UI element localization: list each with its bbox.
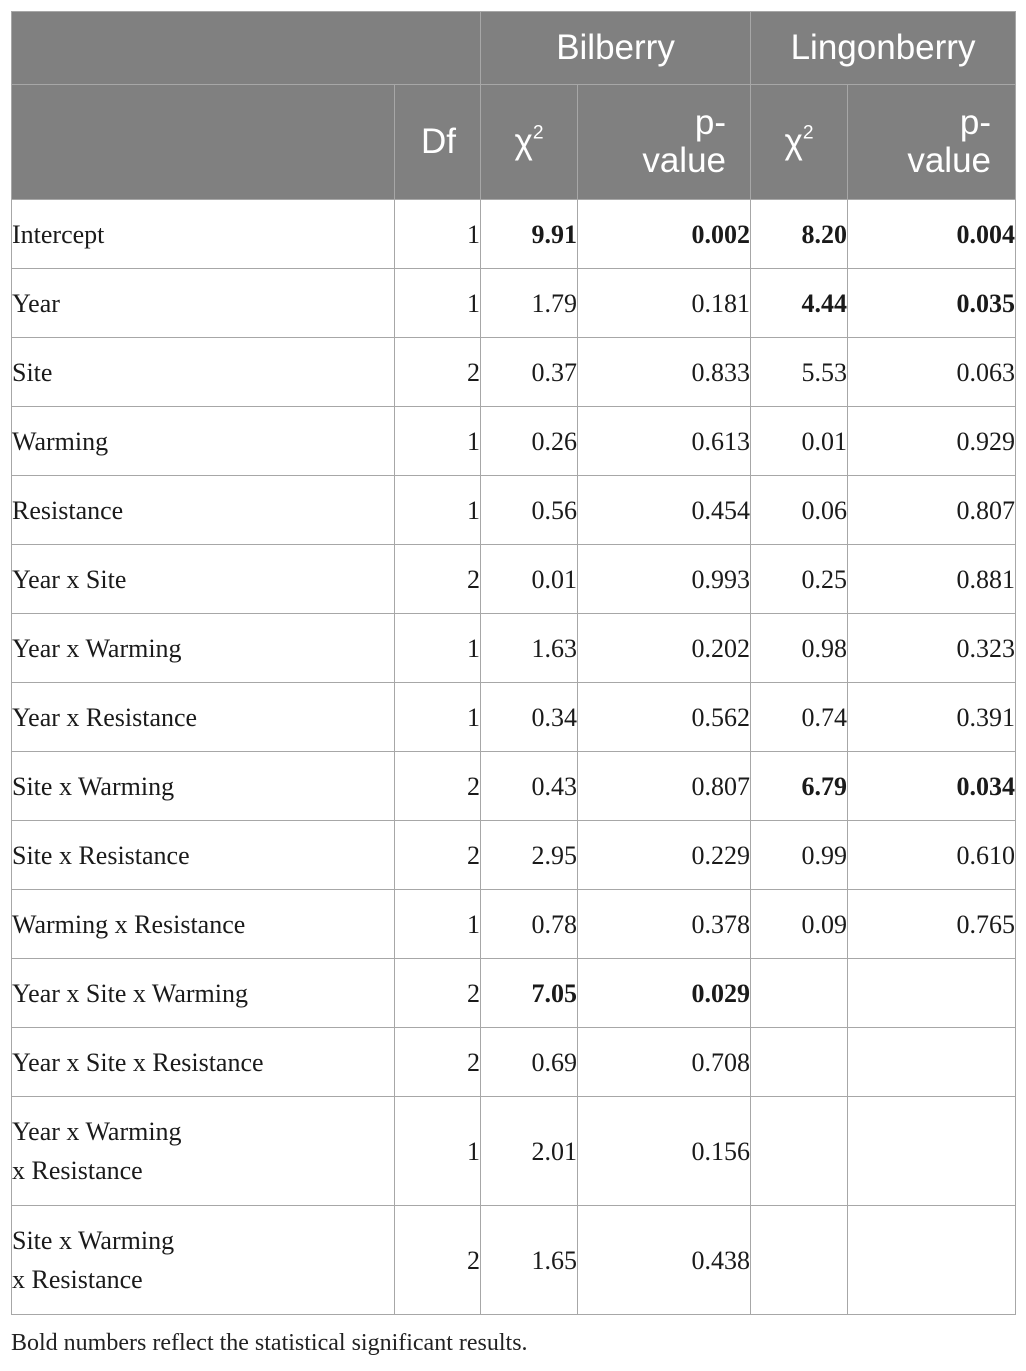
lingonberry-chi-cell: 0.74: [751, 683, 848, 752]
table-row: [12, 269, 1016, 338]
table-row: [12, 890, 1016, 959]
df-cell: 1: [395, 1097, 481, 1206]
lingonberry-p-cell: [848, 1028, 1016, 1097]
bilberry-chi-cell: 0.69: [481, 1028, 578, 1097]
df-cell: 1: [395, 200, 481, 269]
table-row: [12, 1028, 1016, 1097]
bilberry-chi-cell: 0.01: [481, 545, 578, 614]
bilberry-chi-cell: 0.56: [481, 476, 578, 545]
bilberry-chi-cell: 1.79: [481, 269, 578, 338]
lingonberry-chi-cell: [751, 1097, 848, 1206]
lingonberry-chi-cell: 5.53: [751, 338, 848, 407]
chi-superscript: 2: [532, 122, 544, 144]
bilberry-chi-cell: 1.65: [481, 1206, 578, 1315]
bilberry-p-cell: 0.378: [578, 890, 751, 959]
lingonberry-p-cell: 0.323: [848, 614, 1016, 683]
bilberry-chi-cell: 0.43: [481, 752, 578, 821]
term-cell: Site: [12, 338, 395, 407]
bilberry-p-cell: 0.833: [578, 338, 751, 407]
table-row: [12, 959, 1016, 1028]
term-cell: [12, 1097, 395, 1206]
header-lingonberry: Lingonberry: [751, 12, 1016, 85]
bilberry-p-cell: 0.708: [578, 1028, 751, 1097]
lingonberry-chi-cell: 4.44: [751, 269, 848, 338]
header-bilberry-chi: [481, 85, 578, 200]
header-df: Df: [395, 85, 481, 200]
table-row: [12, 752, 1016, 821]
lingonberry-p-cell: 0.004: [848, 200, 1016, 269]
p-line1: p-: [694, 103, 727, 142]
bilberry-p-cell: 0.029: [578, 959, 751, 1028]
lingonberry-p-cell: 0.765: [848, 890, 1016, 959]
bilberry-p-cell: 0.438: [578, 1206, 751, 1315]
bilberry-chi-cell: 2.95: [481, 821, 578, 890]
chi-superscript: 2: [802, 122, 814, 144]
chi-symbol: χ: [514, 122, 533, 161]
lingonberry-chi-cell: 0.01: [751, 407, 848, 476]
df-cell: 2: [395, 1206, 481, 1315]
header-lingonberry-p: [848, 85, 1016, 200]
header-bilberry-p: [578, 85, 751, 200]
bilberry-chi-cell: 9.91: [481, 200, 578, 269]
df-cell: 1: [395, 890, 481, 959]
p-line2: value: [642, 141, 727, 180]
df-cell: 2: [395, 545, 481, 614]
lingonberry-p-cell: 0.035: [848, 269, 1016, 338]
lingonberry-chi-cell: [751, 959, 848, 1028]
lingonberry-chi-cell: 0.06: [751, 476, 848, 545]
table-row: [12, 821, 1016, 890]
lingonberry-p-cell: 0.610: [848, 821, 1016, 890]
header-bilberry: Bilberry: [481, 12, 751, 85]
term-cell: Year x Site x Resistance: [12, 1028, 395, 1097]
table-row: [12, 1097, 1016, 1206]
term-cell: Intercept: [12, 200, 395, 269]
lingonberry-p-cell: 0.063: [848, 338, 1016, 407]
bilberry-p-cell: 0.454: [578, 476, 751, 545]
term-cell: Year x Resistance: [12, 683, 395, 752]
table-row: [12, 683, 1016, 752]
bilberry-chi-cell: 0.34: [481, 683, 578, 752]
p-line1: p-: [959, 103, 992, 142]
bilberry-p-cell: 0.993: [578, 545, 751, 614]
term-line: x Resistance: [12, 1265, 143, 1294]
df-cell: 1: [395, 476, 481, 545]
lingonberry-chi-cell: [751, 1206, 848, 1315]
lingonberry-chi-cell: 0.09: [751, 890, 848, 959]
term-cell: Resistance: [12, 476, 395, 545]
header-group-row: [12, 12, 1016, 85]
bilberry-p-cell: 0.181: [578, 269, 751, 338]
df-cell: 2: [395, 959, 481, 1028]
term-cell: Year x Warming: [12, 614, 395, 683]
term-line: x Resistance: [12, 1156, 143, 1185]
lingonberry-p-cell: 0.881: [848, 545, 1016, 614]
lingonberry-chi-cell: 0.99: [751, 821, 848, 890]
lingonberry-chi-cell: 0.98: [751, 614, 848, 683]
lingonberry-chi-cell: 8.20: [751, 200, 848, 269]
chi-symbol: χ: [784, 122, 803, 161]
df-cell: 2: [395, 1028, 481, 1097]
bilberry-chi-cell: 0.37: [481, 338, 578, 407]
bilberry-p-cell: 0.613: [578, 407, 751, 476]
lingonberry-p-cell: 0.391: [848, 683, 1016, 752]
header-lingonberry-chi: [751, 85, 848, 200]
bilberry-chi-cell: 0.26: [481, 407, 578, 476]
term-cell: Warming: [12, 407, 395, 476]
df-cell: 1: [395, 683, 481, 752]
table-row: [12, 545, 1016, 614]
term-cell: Site x Resistance: [12, 821, 395, 890]
table-row: [12, 407, 1016, 476]
term-line: Site x Warming: [12, 1226, 175, 1255]
term-cell: Year: [12, 269, 395, 338]
term-cell: Year x Site x Warming: [12, 959, 395, 1028]
table-footnote: Bold numbers reflect the statistical significant results.: [11, 1330, 528, 1356]
table-row: [12, 338, 1016, 407]
term-line: Year x Warming: [12, 1117, 182, 1146]
bilberry-p-cell: 0.156: [578, 1097, 751, 1206]
table-row: [12, 614, 1016, 683]
df-cell: 1: [395, 407, 481, 476]
bilberry-chi-cell: 2.01: [481, 1097, 578, 1206]
df-cell: 2: [395, 821, 481, 890]
table-row: [12, 200, 1016, 269]
bilberry-p-cell: 0.002: [578, 200, 751, 269]
statistics-table: [11, 11, 1016, 1315]
bilberry-chi-cell: 7.05: [481, 959, 578, 1028]
df-cell: 1: [395, 269, 481, 338]
header-term: [12, 85, 395, 200]
table-row: [12, 476, 1016, 545]
bilberry-p-cell: 0.807: [578, 752, 751, 821]
lingonberry-p-cell: 0.807: [848, 476, 1016, 545]
term-cell: Warming x Resistance: [12, 890, 395, 959]
bilberry-p-cell: 0.229: [578, 821, 751, 890]
lingonberry-p-cell: [848, 1097, 1016, 1206]
lingonberry-chi-cell: [751, 1028, 848, 1097]
term-cell: Site x Warming: [12, 752, 395, 821]
lingonberry-p-cell: 0.929: [848, 407, 1016, 476]
table-row: [12, 1206, 1016, 1315]
df-cell: 1: [395, 614, 481, 683]
lingonberry-p-cell: [848, 959, 1016, 1028]
p-line2: value: [907, 141, 992, 180]
df-cell: 2: [395, 752, 481, 821]
bilberry-p-cell: 0.202: [578, 614, 751, 683]
bilberry-p-cell: 0.562: [578, 683, 751, 752]
bilberry-chi-cell: 0.78: [481, 890, 578, 959]
lingonberry-chi-cell: 0.25: [751, 545, 848, 614]
lingonberry-p-cell: [848, 1206, 1016, 1315]
term-cell: Year x Site: [12, 545, 395, 614]
bilberry-chi-cell: 1.63: [481, 614, 578, 683]
lingonberry-chi-cell: 6.79: [751, 752, 848, 821]
df-cell: 2: [395, 338, 481, 407]
header-sub-row: [12, 85, 1016, 200]
header-blank: [12, 12, 481, 85]
term-cell: [12, 1206, 395, 1315]
lingonberry-p-cell: 0.034: [848, 752, 1016, 821]
